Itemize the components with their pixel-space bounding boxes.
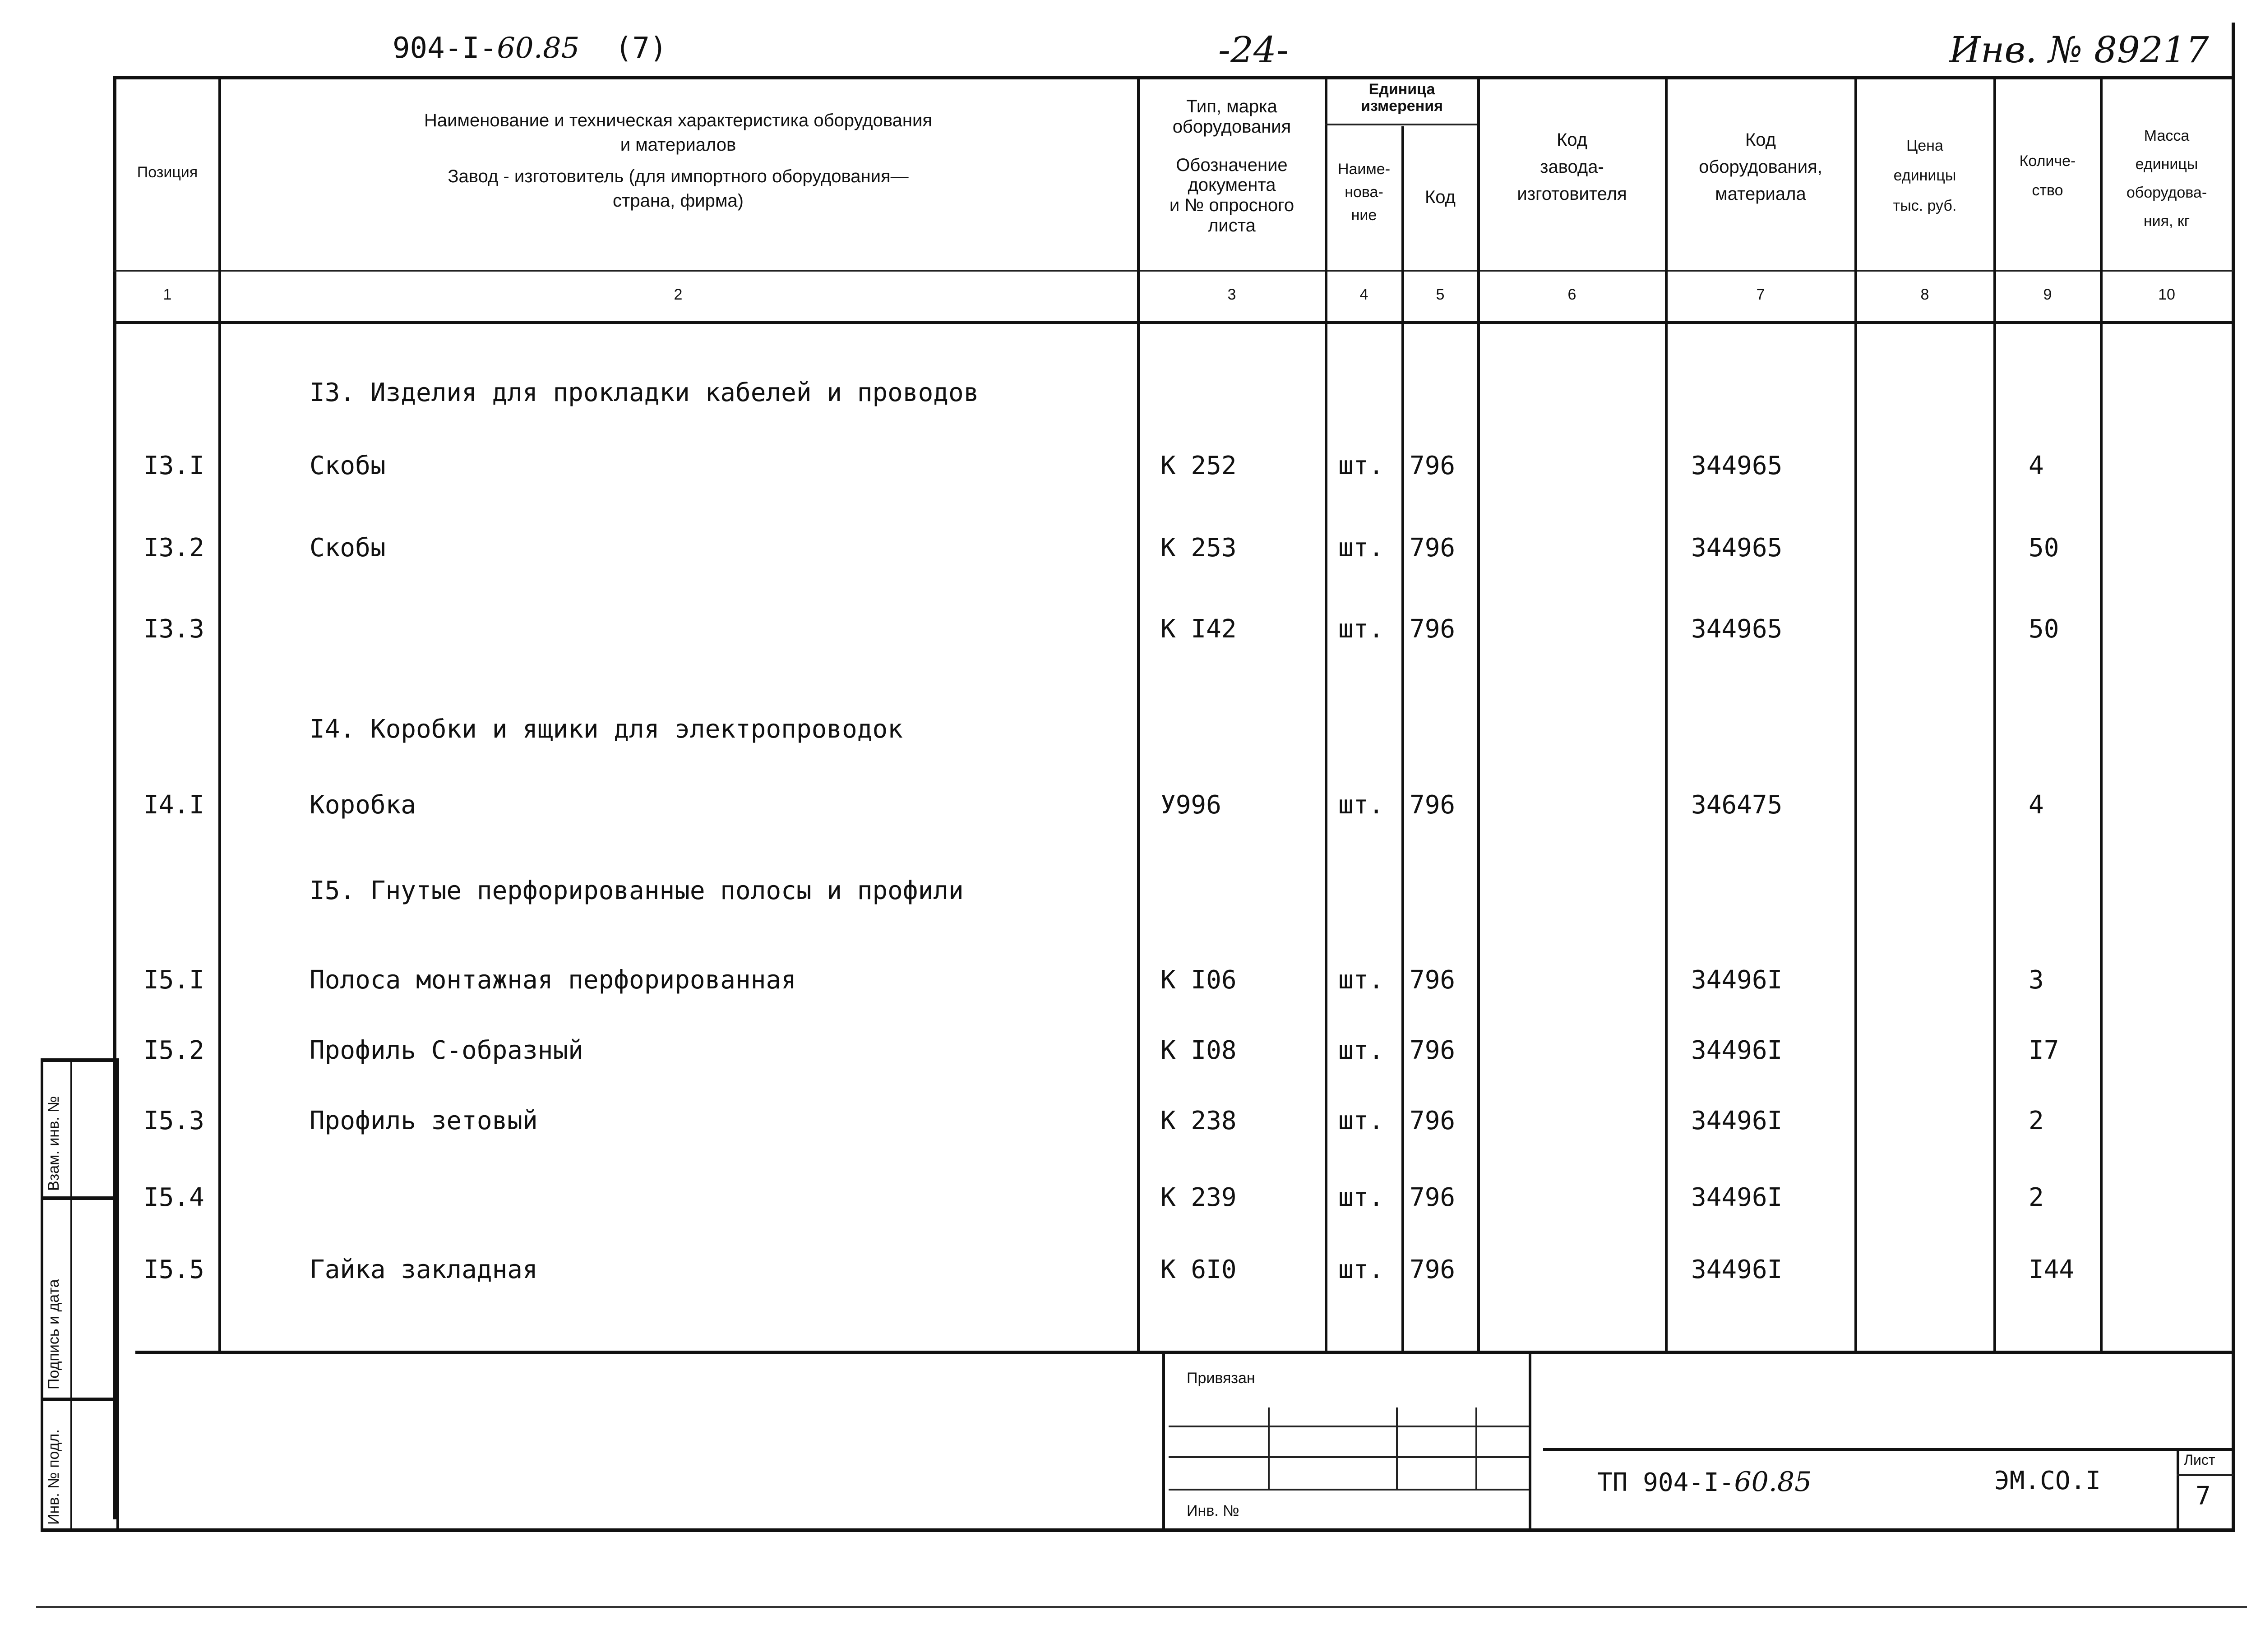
row-material-code: 344965 xyxy=(1691,533,1783,563)
row-type: К 252 xyxy=(1160,451,1237,480)
row-unit: шт. xyxy=(1338,790,1384,820)
stamp-grid-line-3 xyxy=(1169,1489,1529,1490)
row-position: I5.2 xyxy=(143,1036,204,1065)
section-heading-14: I4. Коробки и ящики для электропроводок xyxy=(310,715,903,744)
side-podpis: Подпись и дата xyxy=(45,1279,62,1389)
side-block-right xyxy=(116,1058,119,1528)
col6-header: Код завода- изготовителя xyxy=(1517,130,1627,204)
col8-header: Цена единицы тыс. руб. xyxy=(1893,137,1957,214)
col1-header: Позиция xyxy=(137,164,198,181)
tp-code: ТП 904-I-60.85 xyxy=(1597,1466,1812,1498)
side-block-left xyxy=(41,1058,43,1528)
stamp-grid-line-1 xyxy=(1169,1426,1529,1427)
col-number-2: 2 xyxy=(674,286,683,303)
row-type: К 238 xyxy=(1160,1106,1237,1135)
row-quantity: 2 xyxy=(2029,1183,2044,1212)
row-type: К 239 xyxy=(1160,1183,1237,1212)
col-line-5 xyxy=(1477,76,1480,1352)
row-material-code: 34496I xyxy=(1691,1255,1783,1284)
col2-header: Наименование и техническая характеристика оборудования и материалов Завод - изготовитель (для импортного оборудования— страна, фирма) xyxy=(424,111,932,211)
row-name: Коробка xyxy=(310,790,416,820)
stamp-inv-no: Инв. № xyxy=(1187,1502,1239,1519)
row-position: I5.3 xyxy=(143,1106,204,1135)
row-unit: шт. xyxy=(1338,451,1384,480)
table-top-border xyxy=(113,76,2233,79)
col-line-3 xyxy=(1325,76,1327,1352)
row-type: К 253 xyxy=(1160,533,1237,563)
unit-group-line xyxy=(1325,124,1477,125)
col-number-10: 10 xyxy=(2158,286,2175,303)
col-number-4: 4 xyxy=(1359,286,1368,303)
row-type: К 6I0 xyxy=(1160,1255,1237,1284)
stamp-privyazan: Привязан xyxy=(1187,1370,1255,1387)
row-material-code: 34496I xyxy=(1691,1183,1783,1212)
stamp-privyazan-right xyxy=(1529,1351,1531,1528)
row-material-code: 344965 xyxy=(1691,614,1783,644)
row-position: I4.I xyxy=(143,790,204,820)
table-left-border xyxy=(113,76,116,1519)
sheet-number: 7 xyxy=(2196,1481,2211,1511)
row-unit-code: 796 xyxy=(1410,451,1456,480)
row-material-code: 34496I xyxy=(1691,1106,1783,1135)
doc-code xyxy=(393,32,667,65)
sheet-label: Лист xyxy=(2184,1452,2215,1468)
row-material-code: 34496I xyxy=(1691,965,1783,995)
row-unit: шт. xyxy=(1338,614,1384,644)
unit-group-header: Единица измерения xyxy=(1361,81,1443,115)
row-quantity: 4 xyxy=(2029,451,2044,480)
col-line-2 xyxy=(1137,76,1140,1352)
row-name: Скобы xyxy=(310,451,386,480)
row-type: У996 xyxy=(1160,790,1221,820)
row-unit-code: 796 xyxy=(1410,1183,1456,1212)
row-name: Гайка закладная xyxy=(310,1255,538,1284)
row-name: Полоса монтажная перфорированная xyxy=(310,965,796,995)
title-block-top xyxy=(1543,1448,2233,1451)
row-name: Профиль зетовый xyxy=(310,1106,538,1135)
doc-code-hand: 60.85 xyxy=(497,32,580,65)
row-unit-code: 796 xyxy=(1410,614,1456,644)
sheet-box-mid xyxy=(2177,1474,2233,1476)
row-position: I3.3 xyxy=(143,614,204,644)
row-quantity: 4 xyxy=(2029,790,2044,820)
header-numbers-separator xyxy=(113,321,2233,324)
row-type: К I08 xyxy=(1160,1036,1237,1065)
col-number-9: 9 xyxy=(2043,286,2052,303)
side-block-div-2 xyxy=(41,1398,116,1401)
side-inv-podl: Инв. № подл. xyxy=(45,1429,62,1525)
stamp-privyazan-left xyxy=(1162,1351,1165,1528)
header-separator xyxy=(113,270,2233,272)
col-line-1 xyxy=(218,76,221,1352)
row-name: Скобы xyxy=(310,533,386,563)
row-unit: шт. xyxy=(1338,1255,1384,1284)
side-block-mid xyxy=(70,1058,72,1528)
col-number-8: 8 xyxy=(1920,286,1929,303)
table-bottom-border xyxy=(135,1351,2233,1354)
row-unit: шт. xyxy=(1338,533,1384,563)
row-unit-code: 796 xyxy=(1410,1106,1456,1135)
row-position: I5.4 xyxy=(143,1183,204,1212)
row-quantity: I7 xyxy=(2029,1036,2059,1065)
page-bottom-border xyxy=(41,1528,2235,1532)
col7-header: Код оборудования, материала xyxy=(1699,130,1822,204)
row-quantity: 2 xyxy=(2029,1106,2044,1135)
sheet-code: ЭМ.СО.I xyxy=(1994,1466,2101,1495)
side-block-div-1 xyxy=(41,1196,116,1200)
row-unit: шт. xyxy=(1338,965,1384,995)
page-marker: -24- xyxy=(1218,29,1289,71)
row-type: К I06 xyxy=(1160,965,1237,995)
col5-header: Код xyxy=(1424,187,1456,207)
row-position: I5.5 xyxy=(143,1255,204,1284)
row-unit-code: 796 xyxy=(1410,1255,1456,1284)
stamp-grid-vline-2 xyxy=(1396,1407,1398,1489)
col-line-6 xyxy=(1665,76,1668,1352)
table-right-border xyxy=(2232,23,2235,1529)
stamp-grid-vline-1 xyxy=(1268,1407,1270,1489)
doc-code-paren: (7) xyxy=(615,32,667,65)
row-material-code: 346475 xyxy=(1691,790,1783,820)
col-line-8 xyxy=(1993,76,1996,1352)
row-unit-code: 796 xyxy=(1410,965,1456,995)
scan-edge-line xyxy=(36,1606,2247,1608)
col-line-4 xyxy=(1401,126,1404,1352)
col-number-6: 6 xyxy=(1567,286,1576,303)
col-number-5: 5 xyxy=(1436,286,1445,303)
row-material-code: 344965 xyxy=(1691,451,1783,480)
col9-header: Количе- ство xyxy=(2019,152,2076,199)
row-position: I3.2 xyxy=(143,533,204,563)
doc-code-left: 904-I- xyxy=(393,32,497,65)
row-position: I3.I xyxy=(143,451,204,480)
row-type: К I42 xyxy=(1160,614,1237,644)
side-vzam: Взам. инв. № xyxy=(45,1096,62,1191)
row-unit-code: 796 xyxy=(1410,1036,1456,1065)
row-unit: шт. xyxy=(1338,1183,1384,1212)
col-line-9 xyxy=(2100,76,2103,1352)
row-quantity: 50 xyxy=(2029,614,2059,644)
row-unit: шт. xyxy=(1338,1106,1384,1135)
col-number-1: 1 xyxy=(163,286,172,303)
col10-header: Масса единицы оборудова- ния, кг xyxy=(2126,127,2207,230)
col3-header: Тип, марка оборудования Обозначение документа и № опросного листа xyxy=(1169,97,1294,235)
section-heading-13: I3. Изделия для прокладки кабелей и проводов xyxy=(310,378,979,407)
side-block-top xyxy=(41,1058,116,1062)
stamp-grid-vline-3 xyxy=(1475,1407,1477,1489)
section-heading-15: I5. Гнутые перфорированные полосы и профили xyxy=(310,876,964,905)
row-unit-code: 796 xyxy=(1410,533,1456,563)
col-line-7 xyxy=(1854,76,1857,1352)
row-quantity: I44 xyxy=(2029,1255,2075,1284)
col-number-7: 7 xyxy=(1756,286,1765,303)
col4-header: Наиме- нова- ние xyxy=(1337,161,1391,224)
row-material-code: 34496I xyxy=(1691,1036,1783,1065)
row-unit-code: 796 xyxy=(1410,790,1456,820)
row-position: I5.I xyxy=(143,965,204,995)
row-quantity: 3 xyxy=(2029,965,2044,995)
col-number-3: 3 xyxy=(1227,286,1236,303)
row-name: Профиль С-образный xyxy=(310,1036,583,1065)
row-unit: шт. xyxy=(1338,1036,1384,1065)
stamp-grid-line-2 xyxy=(1169,1456,1529,1458)
row-quantity: 50 xyxy=(2029,533,2059,563)
sheet-box-left xyxy=(2177,1450,2179,1528)
inventory-number: Инв. № 89217 xyxy=(1949,29,2209,71)
